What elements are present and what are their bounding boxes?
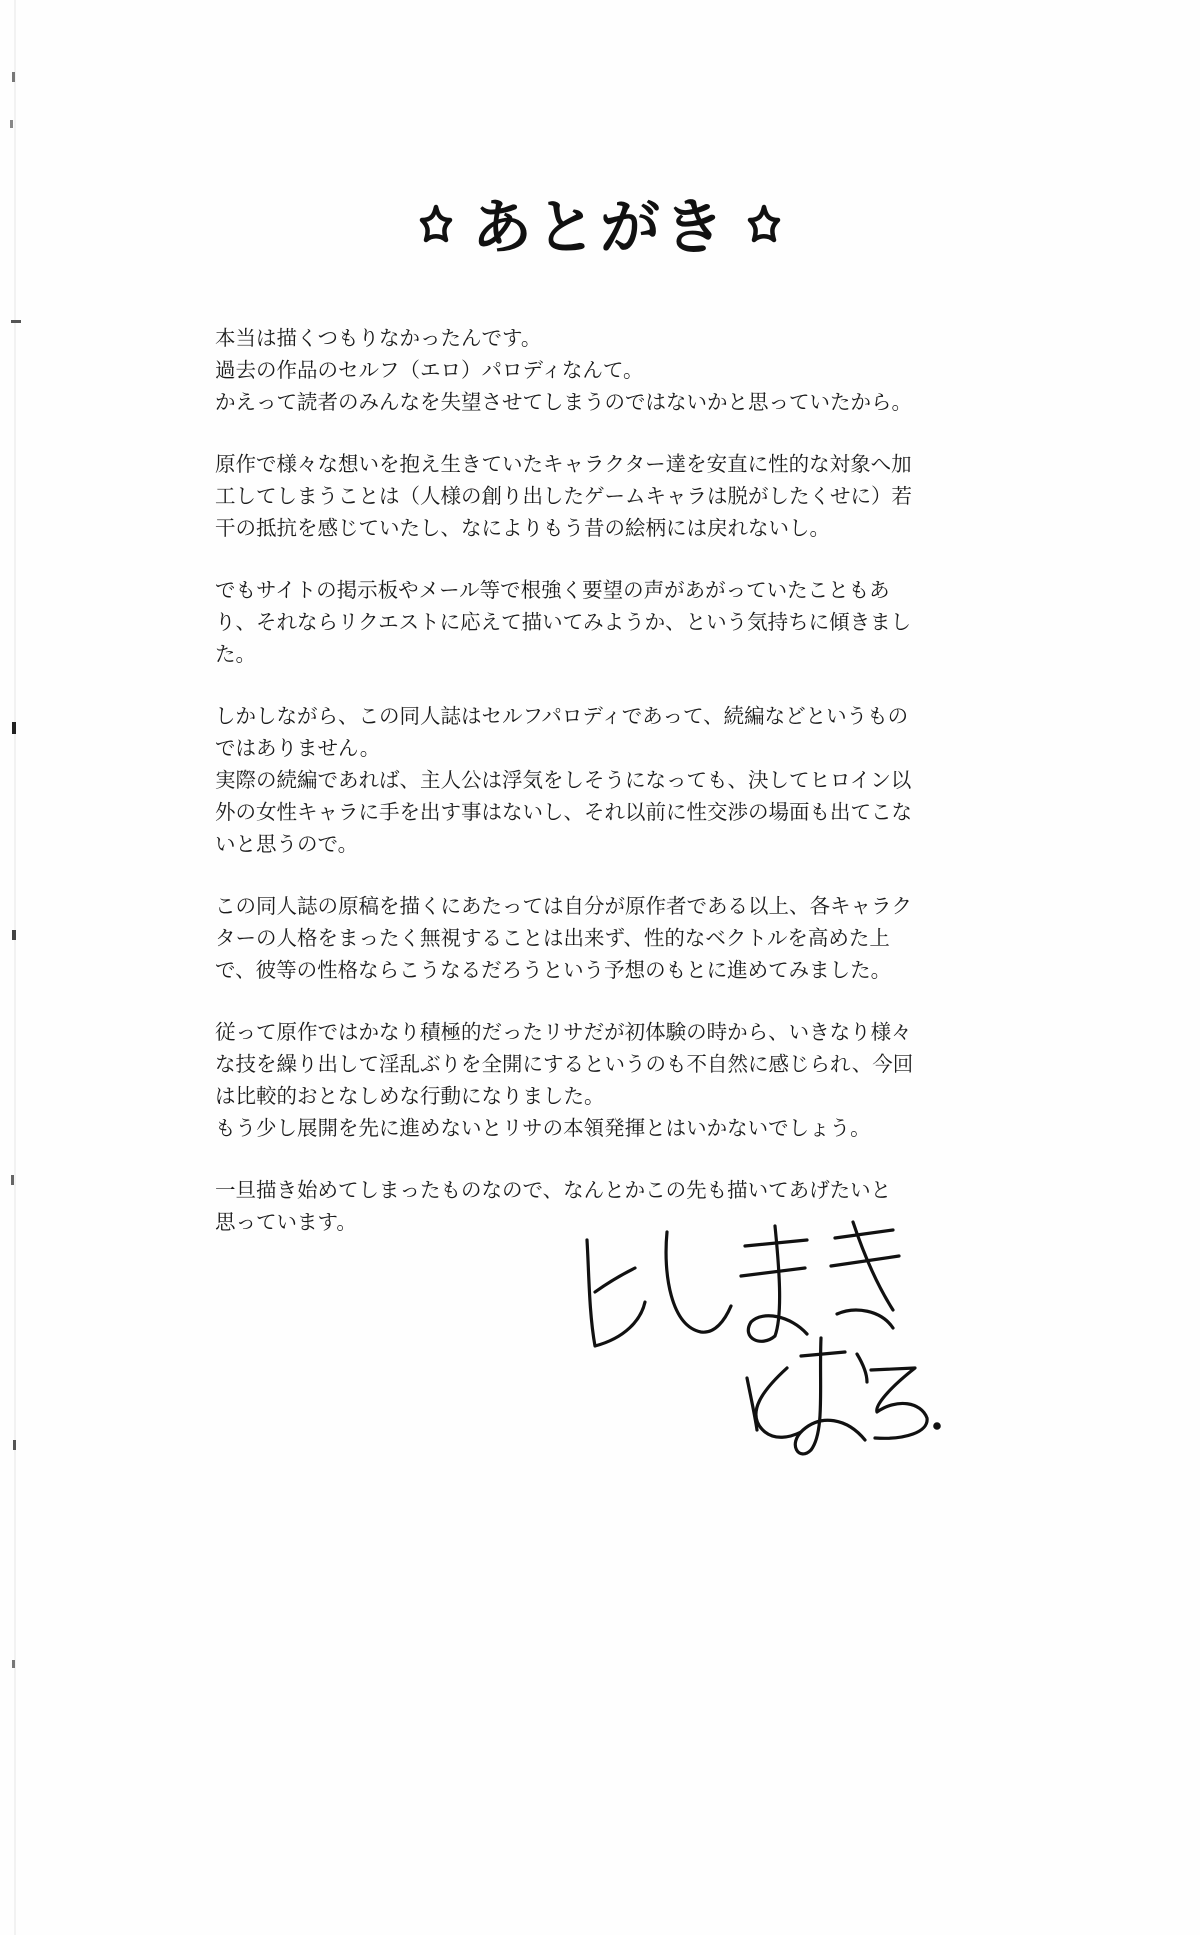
text-line: は比較的おとなしめな行動になりました。 — [215, 1084, 605, 1108]
text-line: 思っています。 — [215, 1210, 357, 1234]
text-line: 外の女性キャラに手を出す事はないし、それ以前に性交渉の場面も出てこな — [215, 800, 912, 824]
text-line: た。 — [215, 642, 256, 666]
text-line: ではありません。 — [215, 736, 381, 760]
text-line: この同人誌の原稿を描くにあたっては自分が原作者である以上、各キャラク — [215, 894, 912, 918]
paragraph — [215, 700, 975, 860]
paragraph — [215, 1016, 975, 1144]
afterword-body — [215, 322, 975, 1268]
paragraph — [215, 322, 975, 418]
text-line: もう少し展開を先に進めないとリサの本領発揮とはいかないでしょう。 — [215, 1116, 871, 1140]
paragraph — [215, 448, 975, 544]
text-line: 工してしまうことは（人様の創り出したゲームキャラは脱がしたくせに）若 — [215, 484, 912, 508]
text-line: 本当は描くつもりなかったんです。 — [215, 326, 542, 350]
binding-edge — [0, 0, 26, 1935]
text-line: 過去の作品のセルフ（エロ）パロディなんて。 — [215, 358, 644, 382]
text-line: な技を繰り出して淫乱ぶりを全開にするというのも不自然に感じられ、今回 — [215, 1052, 914, 1076]
paragraph — [215, 890, 975, 986]
text-line: かえって読者のみんなを失望させてしまうのではないかと思っていたから。 — [215, 390, 912, 414]
paragraph — [215, 574, 975, 670]
handwritten-signature — [575, 1218, 945, 1478]
title-row — [0, 188, 1200, 268]
text-line: ターの人格をまったく無視することは出来ず、性的なベクトルを高めた上 — [215, 926, 890, 950]
text-line: り、それならリクエストに応えて描いてみようか、という気持ちに傾きまし — [215, 610, 912, 634]
text-line: で、彼等の性格ならこうなるだろうという予想のもとに進めてみました。 — [215, 958, 892, 982]
text-line: しかしながら、この同人誌はセルフパロディであって、続編などというもの — [215, 704, 909, 728]
text-line: 実際の続編であれば、主人公は浮気をしそうになっても、決してヒロイン以 — [215, 768, 912, 792]
text-line: 一旦描き始めてしまったものなので、なんとかこの先も描いてあげたいと — [215, 1178, 892, 1202]
star-outline-icon — [410, 202, 462, 254]
text-line: 原作で様々な想いを抱え生きていたキャラクター達を安直に性的な対象へ加 — [215, 452, 912, 476]
star-outline-icon — [738, 202, 790, 254]
text-line: いと思うので。 — [215, 832, 359, 856]
page-title: あとがき — [472, 193, 728, 263]
text-line: 干の抵抗を感じていたし、なによりもう昔の絵柄には戻れないし。 — [215, 516, 830, 540]
text-line: 従って原作ではかなり積極的だったリサだが初体験の時から、いきなり様々 — [215, 1020, 912, 1044]
text-line: でもサイトの掲示板やメール等で根強く要望の声があがっていたこともあ — [215, 578, 890, 602]
